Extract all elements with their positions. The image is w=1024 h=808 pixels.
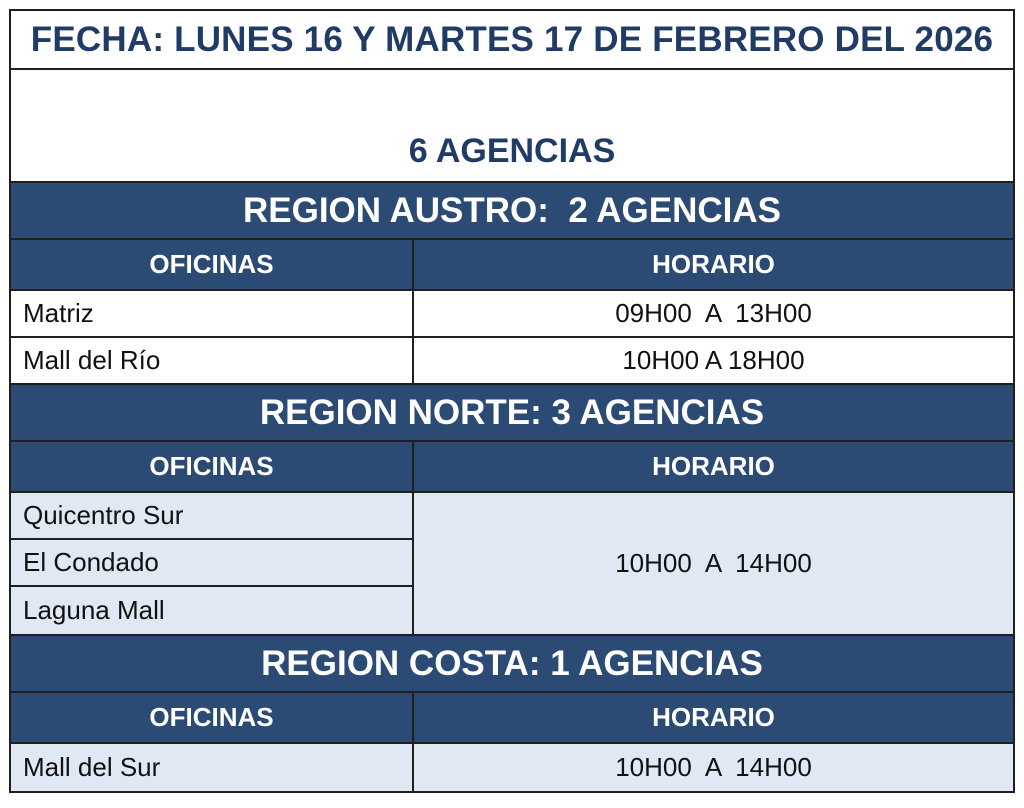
table-row: [11, 338, 1013, 385]
table-row: [11, 291, 1013, 338]
office-schedule: 10H00 A 14H00: [615, 752, 812, 782]
office-name: Quicentro Sur: [11, 493, 412, 540]
region-title: REGION NORTE: 3 AGENCIAS: [259, 392, 765, 432]
merged-office-group: [11, 493, 1013, 636]
offices-header: OFICINAS: [11, 693, 414, 742]
office-name: El Condado: [11, 540, 412, 587]
schedule-header: HORARIO: [652, 249, 775, 279]
schedule-header: HORARIO: [652, 451, 775, 481]
office-name: Mall del Río: [11, 338, 414, 383]
office-name: Mall del Sur: [11, 744, 414, 791]
office-name: Laguna Mall: [23, 595, 165, 625]
schedule-table: [9, 9, 1015, 793]
region-header-costa: [11, 636, 1013, 693]
total-row: [11, 70, 1013, 183]
schedule-header: HORARIO: [652, 702, 775, 732]
office-schedule: 09H00 A 13H00: [615, 298, 812, 328]
region-title: REGION AUSTRO: 2 AGENCIAS: [242, 190, 781, 230]
page-title: FECHA: LUNES 16 Y MARTES 17 DE FEBRERO DEL 2026: [30, 19, 994, 59]
office-list: [11, 493, 414, 634]
column-header-row: [11, 442, 1013, 493]
office-schedule: 10H00 A 14H00: [615, 548, 812, 578]
column-header-row: [11, 240, 1013, 291]
offices-header: OFICINAS: [11, 240, 414, 289]
total-agencies: 6 AGENCIAS: [408, 132, 616, 170]
office-name: Matriz: [11, 291, 414, 336]
table-row: [11, 744, 1013, 791]
offices-header: OFICINAS: [11, 442, 414, 491]
office-schedule: 10H00 A 18H00: [622, 345, 805, 375]
region-header-norte: [11, 385, 1013, 442]
region-title: REGION COSTA: 1 AGENCIAS: [261, 643, 763, 683]
title-row: [11, 11, 1013, 70]
column-header-row: [11, 693, 1013, 744]
region-header-austro: [11, 183, 1013, 240]
